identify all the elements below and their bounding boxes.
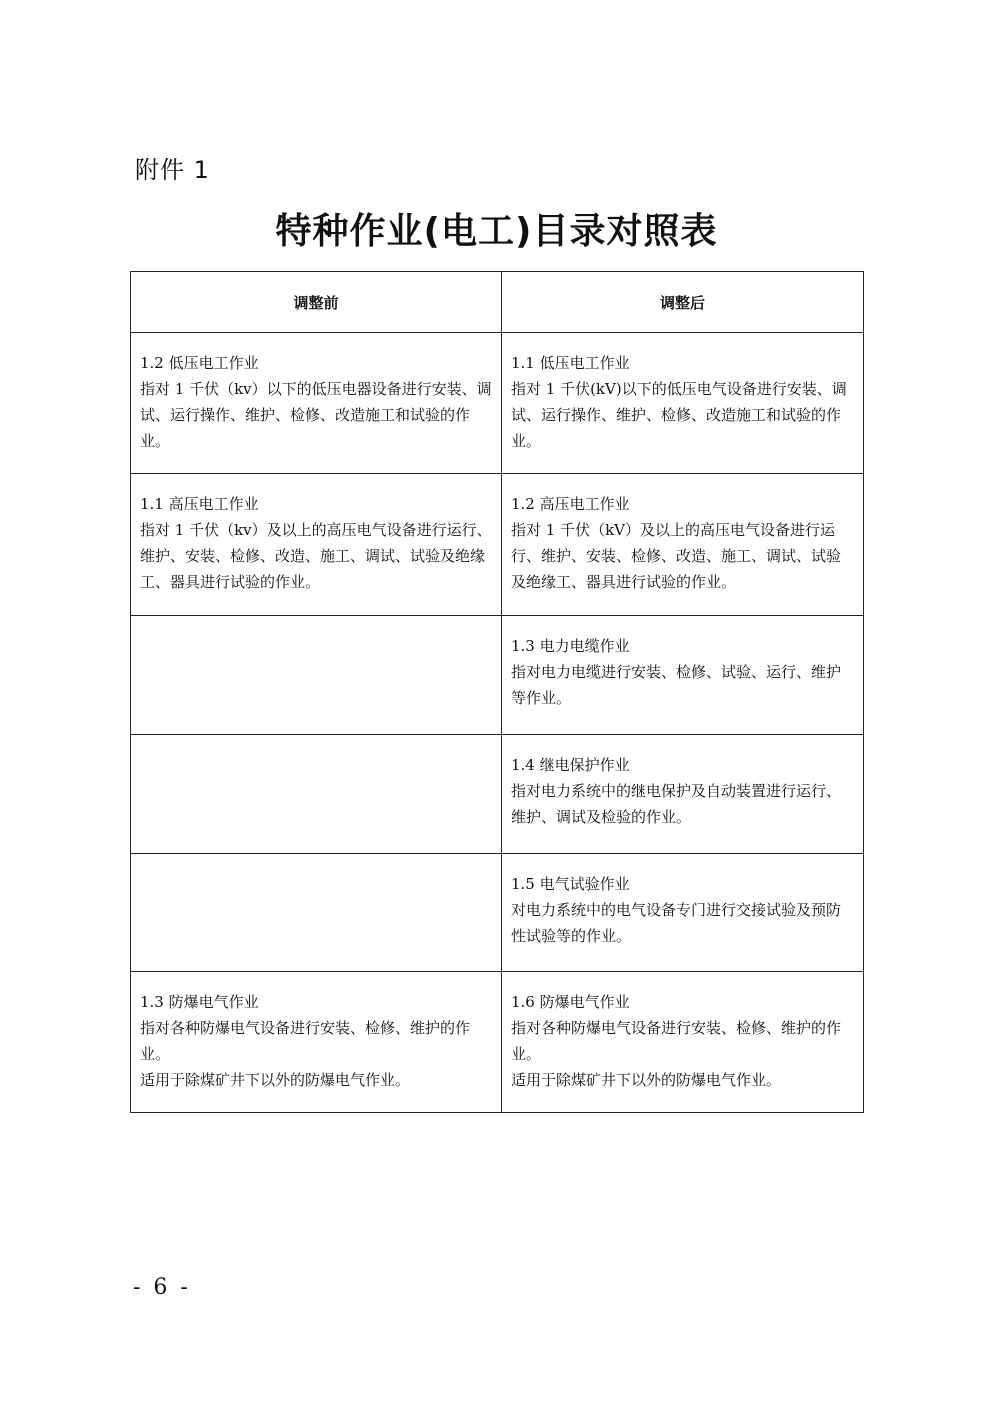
cell-before <box>131 333 502 474</box>
item-heading: 1.1 低压电工作业 <box>511 354 630 372</box>
header-before: 调整前 <box>131 272 502 333</box>
table-row <box>131 333 864 474</box>
item-description: 指对 1 千伏（kV）及以上的高压电气设备进行运行、维护、安装、检修、改造、施工、调试、试验及绝缘工、器具进行试验的作业。 <box>511 521 842 591</box>
table-row <box>131 854 864 972</box>
item-heading: 1.5 电气试验作业 <box>511 875 630 893</box>
item-heading: 1.2 低压电工作业 <box>140 354 259 372</box>
item-heading: 1.2 高压电工作业 <box>511 495 630 513</box>
item-heading: 1.4 继电保护作业 <box>511 756 630 774</box>
item-heading: 1.3 电力电缆作业 <box>511 637 630 655</box>
table-header-row <box>131 272 864 333</box>
item-description: 对电力系统中的电气设备专门进行交接试验及预防性试验等的作业。 <box>511 901 842 945</box>
cell-before <box>131 474 502 616</box>
item-heading: 1.1 高压电工作业 <box>140 495 259 513</box>
cell-after <box>502 735 864 854</box>
header-after: 调整后 <box>502 272 864 333</box>
item-note: 适用于除煤矿井下以外的防爆电气作业。 <box>140 1071 411 1089</box>
item-description: 指对各种防爆电气设备进行安装、检修、维护的作业。 <box>140 1019 471 1063</box>
table-row <box>131 972 864 1113</box>
item-description: 指对电力电缆进行安装、检修、试验、运行、维护等作业。 <box>511 663 842 707</box>
table-row <box>131 616 864 735</box>
cell-before <box>131 972 502 1113</box>
cell-before-empty <box>131 735 502 854</box>
table-row <box>131 474 864 616</box>
item-description: 指对各种防爆电气设备进行安装、检修、维护的作业。 <box>511 1019 842 1063</box>
attachment-label: 附件 1 <box>135 156 210 184</box>
cell-after <box>502 616 864 735</box>
cell-before-empty <box>131 854 502 972</box>
cell-after <box>502 333 864 474</box>
item-note: 适用于除煤矿井下以外的防爆电气作业。 <box>511 1071 782 1089</box>
item-description: 指对 1 千伏（kv）以下的低压电器设备进行安装、调试、运行操作、维护、检修、改造施工和试验的作业。 <box>140 380 492 450</box>
cell-before-empty <box>131 616 502 735</box>
table-row <box>131 735 864 854</box>
page-number: - 6 - <box>133 1275 191 1300</box>
comparison-table <box>130 271 864 1113</box>
item-description: 指对 1 千伏(kV)以下的低压电气设备进行安装、调试、运行操作、维护、检修、改造施工和试验的作业。 <box>511 380 847 450</box>
cell-after <box>502 972 864 1113</box>
item-description: 指对 1 千伏（kv）及以上的高压电气设备进行运行、维护、安装、检修、改造、施工、调试、试验及绝缘工、器具进行试验的作业。 <box>140 521 492 591</box>
item-description: 指对电力系统中的继电保护及自动装置进行运行、维护、调试及检验的作业。 <box>511 782 842 826</box>
cell-after <box>502 474 864 616</box>
cell-after <box>502 854 864 972</box>
document-title: 特种作业(电工)目录对照表 <box>275 211 718 252</box>
item-heading: 1.6 防爆电气作业 <box>511 993 630 1011</box>
item-heading: 1.3 防爆电气作业 <box>140 993 259 1011</box>
